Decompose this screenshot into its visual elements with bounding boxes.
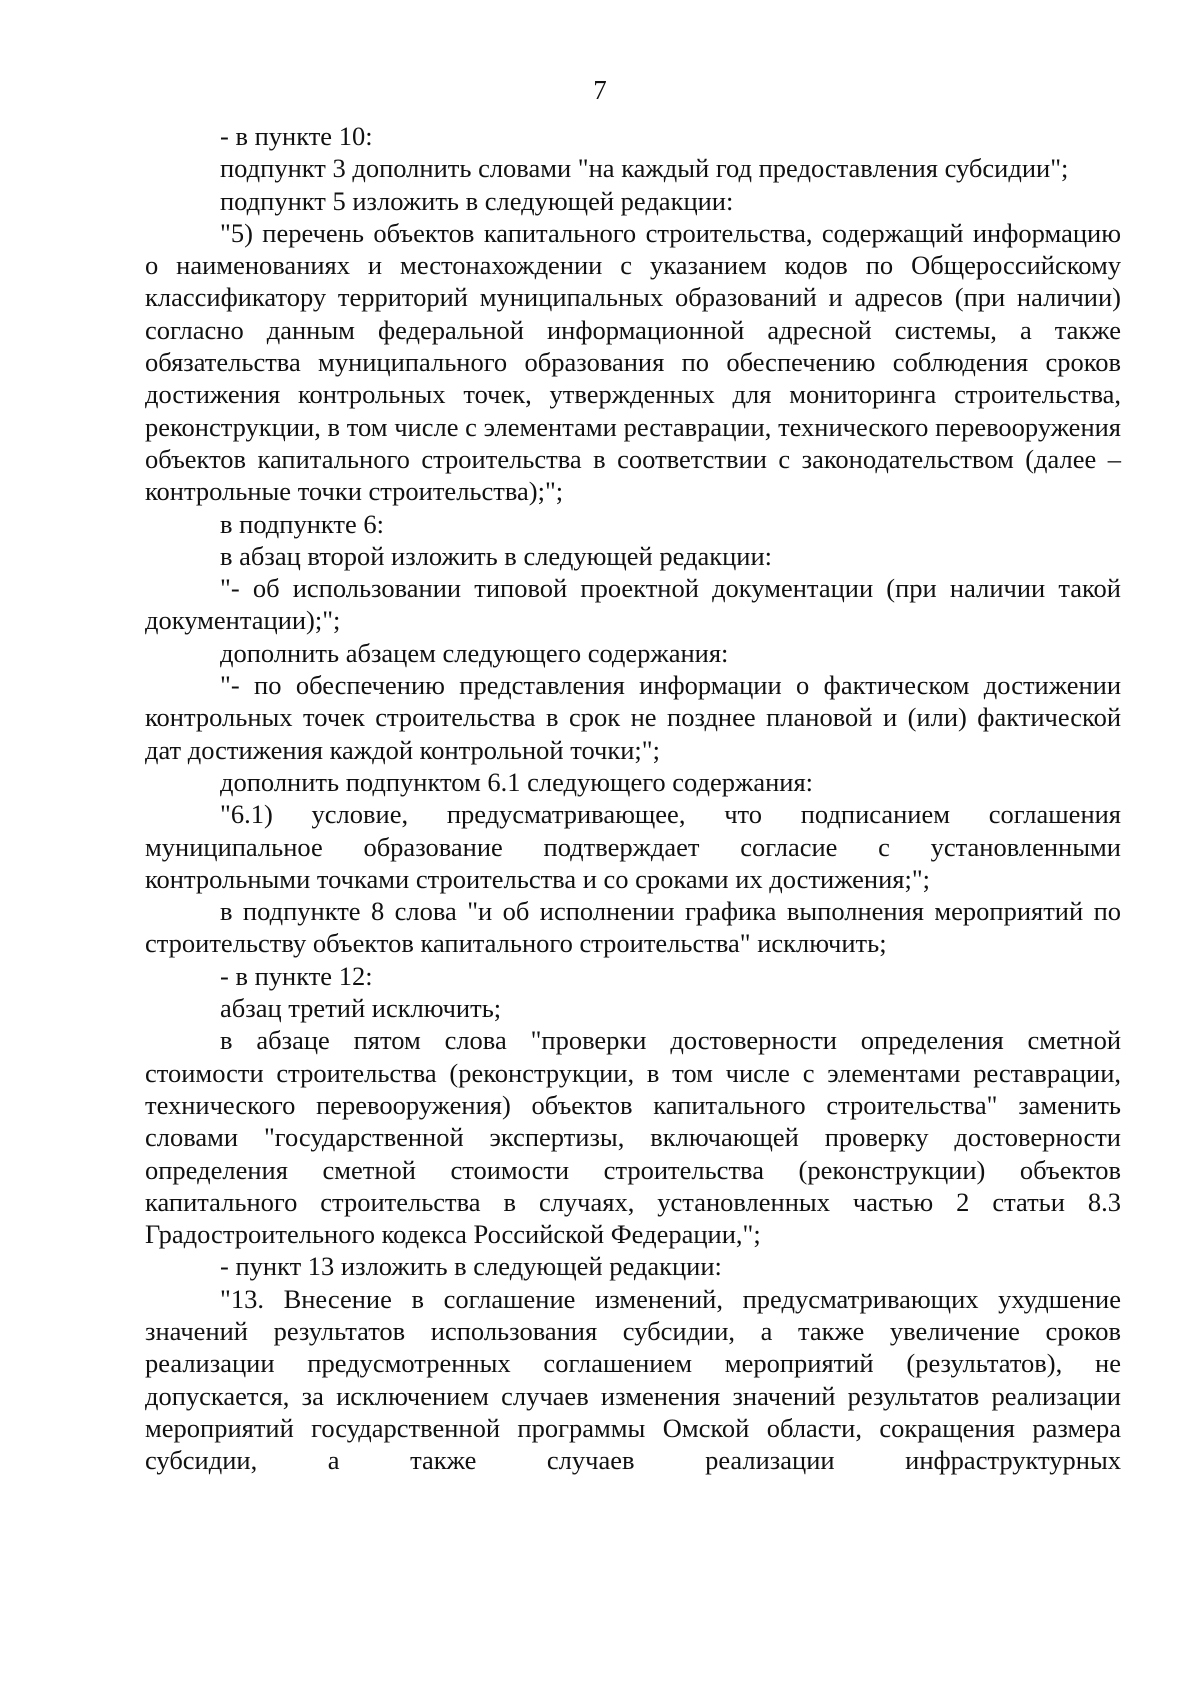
document-body bbox=[145, 120, 1121, 1476]
paragraph-point-13-intro: - пункт 13 изложить в следующей редакции: bbox=[220, 1251, 722, 1282]
paragraph-subpoint-6-1-text: "6.1) условие, предусматривающее, что подписанием соглашения муниципальное образование подтверждает согласие с установленными контрольными точками строительства и со сроками их достижения;"; bbox=[145, 799, 1121, 894]
page-number: 7 bbox=[593, 75, 607, 105]
paragraph-subpoint-8: в подпункте 8 слова "и об исполнении графика выполнения мероприятий по строительству объектов капитального строительства" исключить; bbox=[145, 896, 1121, 959]
paragraph-point-10: - в пункте 10: bbox=[220, 121, 373, 151]
paragraph-subpoint-6-intro: в подпункте 6: bbox=[220, 508, 385, 539]
paragraph-subpoint-5-text: "5) перечень объектов капитального строительства, содержащий информацию о наименованиях и местонахождении с указанием кодов по Общероссийскому классификатору территорий муниципальных образований и адресов (при наличии) согласно данным федеральной информационной адресной системы, а также обязательства муниципального образования по обеспечению соблюдения сроков достижения контрольных точек, утвержденных для мониторинга строительства, реконструкции, в том числе с элементами реставрации, технического перевооружения объектов капитального строительства в соответствии с законодательством (далее – контрольные точки строительства);"; bbox=[145, 217, 1121, 507]
paragraph-add-abzac-intro: дополнить абзацем следующего содержания: bbox=[220, 637, 729, 668]
paragraph-point-12: - в пункте 12: bbox=[220, 960, 373, 991]
paragraph-typical-docs: "- об использовании типовой проектной документации (при наличии такой документации);"; bbox=[145, 573, 1121, 636]
paragraph-second-abzac-intro: в абзац второй изложить в следующей редакции: bbox=[220, 540, 773, 571]
paragraph-subpoint-3: подпункт 3 дополнить словами "на каждый год предоставления субсидии"; bbox=[220, 153, 1069, 184]
paragraph-subpoint-5-intro: подпункт 5 изложить в следующей редакции: bbox=[220, 185, 734, 216]
paragraph-subpoint-6-1-intro: дополнить подпунктом 6.1 следующего содержания: bbox=[220, 766, 814, 797]
paragraph-fifth-abzac: в абзаце пятом слова "проверки достоверности определения сметной стоимости строительства (реконструкции, в том числе с элементами реставрации, технического перевооружения) объектов капитального строительства" заменить словами "государственной экспертизы, включающей проверку достоверности определения сметной стоимости строительства (реконструкции) объектов капитального строительства в случаях, установленных частью 2 статьи 8.3 Градостроительного кодекса Российской Федерации,"; bbox=[145, 1025, 1121, 1250]
paragraph-point-13-text: "13. Внесение в соглашение изменений, предусматривающих ухудшение значений результатов использования субсидии, а также увеличение сроков реализации предусмотренных соглашением мероприятий (результатов), не допускается, за исключением случаев изменения значений результатов реализации мероприятий государственной программы Омской области, сокращения размера субсидии, а также случаев реализации инфраструктурных bbox=[145, 1283, 1121, 1476]
paragraph-control-points-info: "- по обеспечению представления информации о фактическом достижении контрольных точек строительства в срок не позднее плановой и (или) фактической дат достижения каждой контрольной точки;"; bbox=[145, 670, 1121, 765]
paragraph-third-abzac-excluded: абзац третий исключить; bbox=[220, 993, 502, 1024]
